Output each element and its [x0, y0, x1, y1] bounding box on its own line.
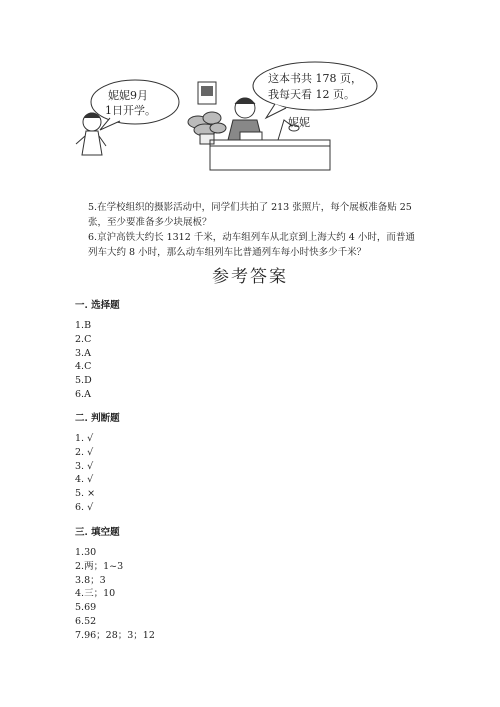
list-item: 3. √ [75, 460, 94, 472]
list-item: 5. × [75, 488, 96, 500]
speech-bubble-left [91, 80, 179, 124]
bubble-right-line-1: 这本书共 178 页， [268, 72, 362, 85]
bubble-left-line-2: 1日开学。 [105, 104, 156, 117]
list-item: 4.C [75, 361, 92, 373]
story-illustration [70, 60, 390, 175]
plant-figure [188, 112, 226, 144]
problem-6: 6.京沪高铁大约长 1312 千米，动车组列车从北京到上海大约 4 小时，而普通列车大约 8 小时，那么动车组列车比普通列车每小时快多少千米？ [88, 232, 415, 258]
list-item: 6.A [75, 388, 91, 400]
list-item: 4. √ [75, 474, 94, 486]
list-item: 3.8；3 [75, 574, 106, 586]
list-item: 6.52 [75, 615, 97, 627]
section-title-choice: 一. 选择题 [75, 300, 120, 311]
section-fill-list [75, 546, 155, 643]
section-title-judge: 二. 判断题 [75, 413, 120, 424]
answers-title: 参考答案 [212, 267, 288, 287]
desk [210, 140, 330, 170]
list-item: 5.D [75, 375, 92, 387]
problems-block [88, 200, 418, 260]
section-title-fill: 三. 填空题 [75, 527, 120, 538]
bubble-right-line-2: 我每天看 12 页。 [268, 88, 355, 101]
list-item: 7.96；28；3；12 [75, 629, 155, 641]
list-item: 2.C [75, 333, 92, 345]
problem-5: 5.在学校组织的摄影活动中，同学们共拍了 213 张照片，每个展板准备贴 25 张，至少要准备多少块展板？ [88, 202, 412, 228]
girl-right-figure [228, 98, 262, 140]
girl-right-name: 妮妮 [288, 116, 310, 129]
list-item: 1.B [75, 320, 92, 331]
section-choice-list [75, 319, 92, 402]
list-item: 2.两；1~3 [75, 560, 124, 572]
speech-bubble-right [253, 62, 377, 110]
list-item: 4.三；10 [75, 588, 116, 600]
section-judge-list [75, 432, 95, 515]
list-item: 5.69 [75, 602, 97, 614]
list-item: 2. √ [75, 446, 94, 458]
list-item: 6. √ [75, 501, 94, 513]
illustration [70, 60, 390, 175]
list-item: 1. √ [75, 433, 94, 444]
girl-left-figure [76, 113, 106, 155]
list-item: 1.30 [75, 547, 97, 558]
list-item: 3.A [75, 347, 91, 359]
bubble-left-line-1: 妮妮9月 [108, 89, 148, 102]
